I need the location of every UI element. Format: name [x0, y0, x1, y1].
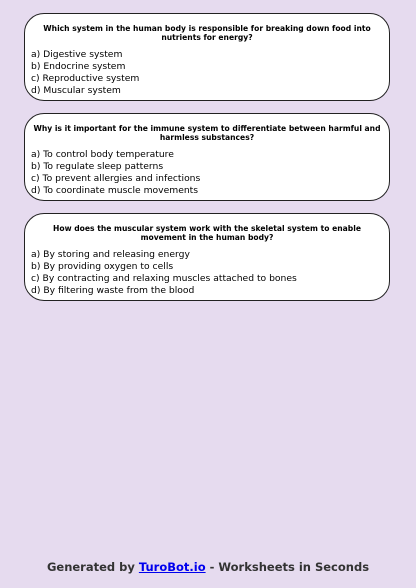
- question-card-3: [24, 213, 390, 301]
- answer-options: [31, 49, 383, 97]
- question-text: How does the muscular system work with the skeletal system to enable movement in the human body?: [53, 224, 361, 242]
- option-b: b) By providing oxygen to cells: [31, 261, 174, 272]
- option-d: d) To coordinate muscle movements: [31, 185, 199, 196]
- option-d: d) By filtering waste from the blood: [31, 285, 195, 296]
- turobot-link[interactable]: TuroBot.io: [138, 560, 206, 574]
- footer-suffix: - Worksheets in Seconds: [205, 560, 370, 574]
- answer-options: [31, 249, 383, 297]
- option-c: c) Reproductive system: [31, 73, 140, 84]
- option-a: a) Digestive system: [31, 49, 123, 60]
- question-card-1: [24, 13, 390, 101]
- option-a: a) By storing and releasing energy: [31, 249, 190, 260]
- option-b: b) Endocrine system: [31, 61, 126, 72]
- option-b: b) To regulate sleep patterns: [31, 161, 164, 172]
- question-text: Why is it important for the immune system to differentiate between harmful and harmless substances?: [33, 124, 381, 142]
- answer-options: [31, 149, 383, 197]
- option-c: c) To prevent allergies and infections: [31, 173, 201, 184]
- question-text: Which system in the human body is responsible for breaking down food into nutrients for energy?: [43, 24, 371, 42]
- option-a: a) To control body temperature: [31, 149, 174, 160]
- footer: [0, 560, 416, 574]
- footer-prefix: Generated by: [46, 560, 139, 574]
- option-d: d) Muscular system: [31, 85, 121, 96]
- option-c: c) By contracting and relaxing muscles attached to bones: [31, 273, 297, 284]
- question-card-2: [24, 113, 390, 201]
